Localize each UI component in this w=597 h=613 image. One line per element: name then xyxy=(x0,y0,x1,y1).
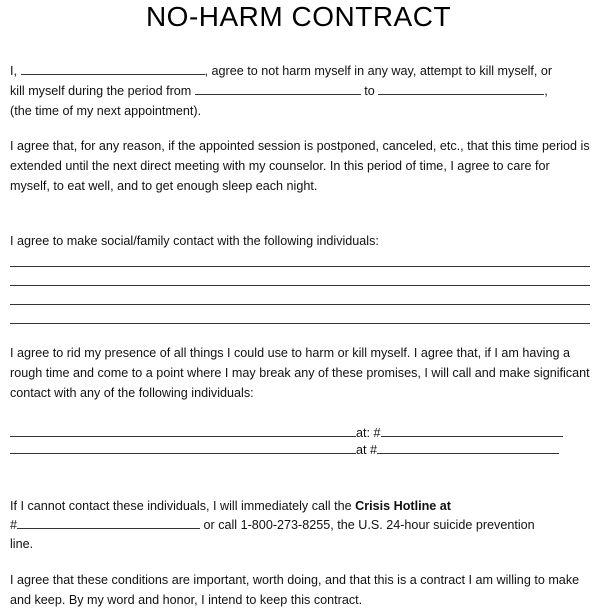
contract-title: NO-HARM CONTRACT xyxy=(145,1,452,32)
social-contact-paragraph: I agree to make social/family contact with the following individuals: xyxy=(10,234,379,248)
para1-line2 xyxy=(10,81,592,101)
para1-i: I, xyxy=(10,64,17,78)
rid-harm-paragraph: I agree to rid my presence of all things I could use to harm or kill myself. I agree that, if I am having a rough time and come to a point where I may break any of these promises, I will call and make significant contact with any of the following individuals: xyxy=(10,346,590,400)
period-to-label: to xyxy=(364,84,375,98)
commitment-paragraph: I agree that these conditions are important, worth doing, and that this is a contract I am willing to make and keep. By my word and honor, I intend to keep this contract. xyxy=(10,573,580,607)
para5-line3: line. xyxy=(10,537,34,551)
postpone-paragraph: I agree that, for any reason, if the appointed session is postponed, canceled, etc., that this time period is extended until the next direct meeting with my counselor. In this period of time, I agree to care for myself, to eat well, and to get enough sleep each night. xyxy=(10,139,590,193)
contact-2-name-blank[interactable] xyxy=(10,441,356,454)
name-blank[interactable] xyxy=(21,62,205,75)
period-from-label: kill myself during the period from xyxy=(10,84,192,98)
hotline-number-blank[interactable] xyxy=(17,516,200,529)
hotline-intro-text: If I cannot contact these individuals, I will immediately call the xyxy=(10,499,352,513)
para1-agree-text: , agree to not harm myself in any way, attempt to kill myself, or xyxy=(204,64,553,78)
social-contact-line-4[interactable] xyxy=(10,323,590,324)
para5-line2 xyxy=(10,515,592,535)
contact-1-phone-blank[interactable] xyxy=(381,424,563,437)
period-to-blank[interactable] xyxy=(378,82,544,95)
period-from-blank[interactable] xyxy=(195,82,361,95)
social-contact-line-3[interactable] xyxy=(10,304,590,305)
para5-line1 xyxy=(10,496,592,516)
hotline-alt-text: or call 1-800-273-8255, the U.S. 24-hour suicide prevention xyxy=(203,518,535,532)
social-contact-line-2[interactable] xyxy=(10,285,590,286)
para1-line3: (the time of my next appointment). xyxy=(10,104,202,118)
contact-row-2 xyxy=(10,440,592,460)
para1-line1 xyxy=(10,61,592,81)
contact-1-at-label: at: # xyxy=(356,426,381,440)
para1-comma: , xyxy=(544,84,548,98)
crisis-hotline-label: Crisis Hotline at xyxy=(355,499,451,513)
hotline-hash: # xyxy=(10,518,18,532)
contact-1-name-blank[interactable] xyxy=(10,424,356,437)
contact-2-phone-blank[interactable] xyxy=(377,441,559,454)
social-contact-line-1[interactable] xyxy=(10,266,590,267)
contact-2-at-label: at # xyxy=(356,443,378,457)
